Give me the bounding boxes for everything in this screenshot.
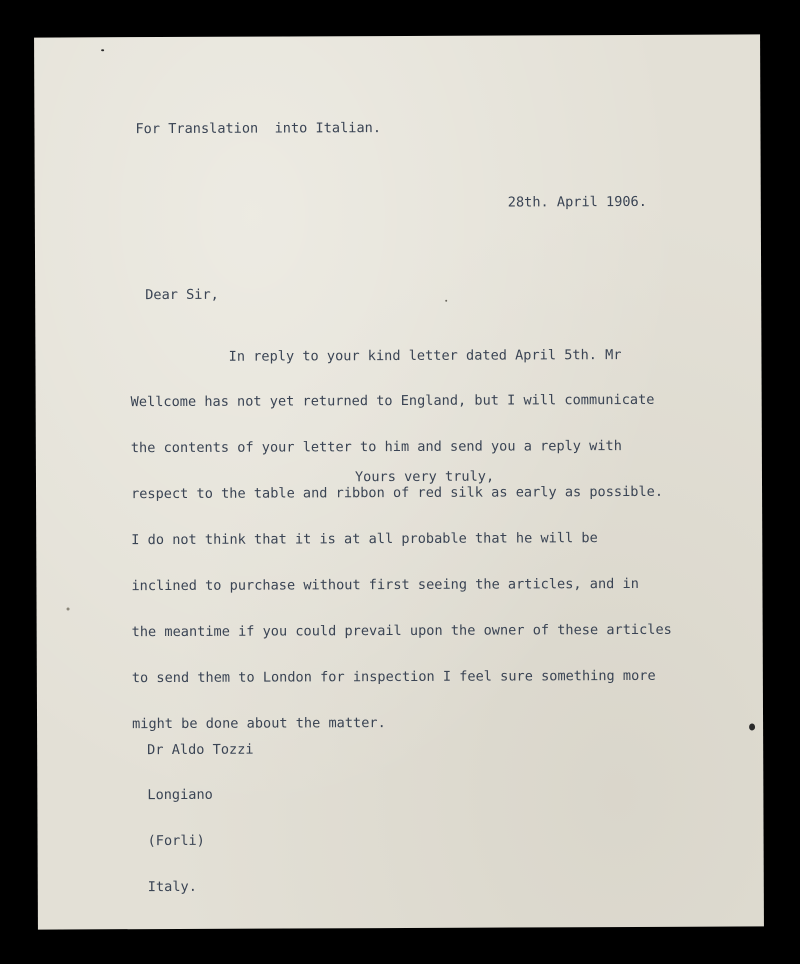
- letter-body: [130, 317, 672, 763]
- body-line: the contents of your letter to him and send you a reply with: [130, 438, 622, 457]
- letter-date: 28th. April 1906.: [507, 193, 647, 211]
- body-line: I do not think that it is at all probable that he will be: [131, 530, 598, 549]
- body-line: to send them to London for inspection I feel sure something more: [131, 667, 656, 686]
- paper-speck: [749, 723, 755, 730]
- translation-note: For Translation into Italian.: [135, 120, 382, 138]
- body-line: the meantime if you could prevail upon the owner of these articles: [131, 621, 672, 641]
- salutation: Dear Sir,: [145, 286, 219, 304]
- address-line: Dr Aldo Tozzi: [147, 741, 254, 758]
- body-line: respect to the table and ribbon of red silk as early as possible.: [131, 484, 664, 503]
- letter-page: [34, 34, 764, 929]
- paper-speck: [67, 607, 70, 610]
- paper-speck: [101, 49, 104, 51]
- recipient-address: [147, 712, 254, 927]
- address-line: Italy.: [147, 879, 197, 896]
- body-line: Wellcome has not yet returned to England, but I will communicate: [130, 392, 655, 411]
- address-line: Longiano: [147, 787, 213, 804]
- closing: Yours very truly,: [354, 468, 495, 486]
- address-line: (Forli): [147, 833, 205, 850]
- body-line: inclined to purchase without first seeing the articles, and in: [131, 576, 639, 595]
- body-line: might be done about the matter.: [132, 714, 386, 732]
- paper-speck: [445, 300, 447, 302]
- body-line: In reply to your kind letter dated April 5th. Mr: [130, 346, 622, 365]
